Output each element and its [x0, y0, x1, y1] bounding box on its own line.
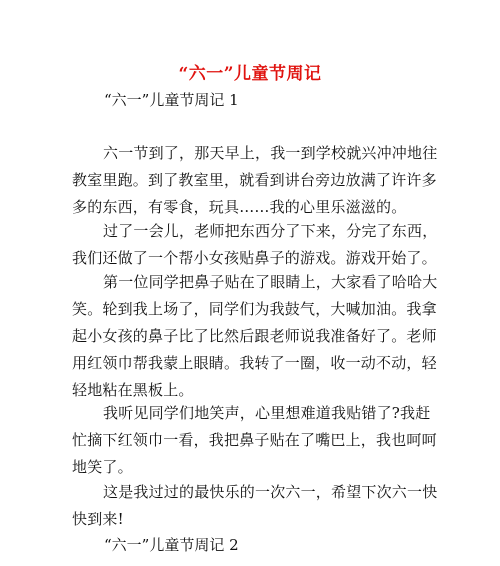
paragraph-4: 我听见同学们地笑声，心里想难道我贴错了?我赶忙摘下红领巾一看，我把鼻子贴在了嘴巴上，我也呵呵地笑了。 — [72, 404, 437, 476]
paragraph-1: 六一节到了，那天早上，我一到学校就兴冲冲地往教室里跑。到了教室里，就看到讲台旁边放满了许许多多的东西，有零食，玩具……我的心里乐滋滋的。 — [72, 144, 438, 216]
document-title: “六一”儿童节周记 — [178, 64, 322, 84]
section-heading-1: “六一”儿童节周记 1 — [104, 91, 239, 109]
paragraph-2: 过了一会儿，老师把东西分了下来，分完了东西，我们还做了一个帮小女孩贴鼻子的游戏。游戏开始了。 — [72, 222, 438, 267]
section-heading-2: “六一”儿童节周记 2 — [104, 536, 239, 554]
paragraph-3: 第一位同学把鼻子贴在了眼睛上，大家看了哈哈大笑。轮到我上场了，同学们为我鼓气，大喊加油。我拿起小女孩的鼻子比了比然后跟老师说我准备好了。老师用红领巾帮我蒙上眼睛。我转了一圈，收一动不动，轻轻地粘在黑板上。 — [72, 273, 438, 399]
paragraph-5: 这是我过过的最快乐的一次六一，希望下次六一快快到来! — [72, 483, 438, 528]
